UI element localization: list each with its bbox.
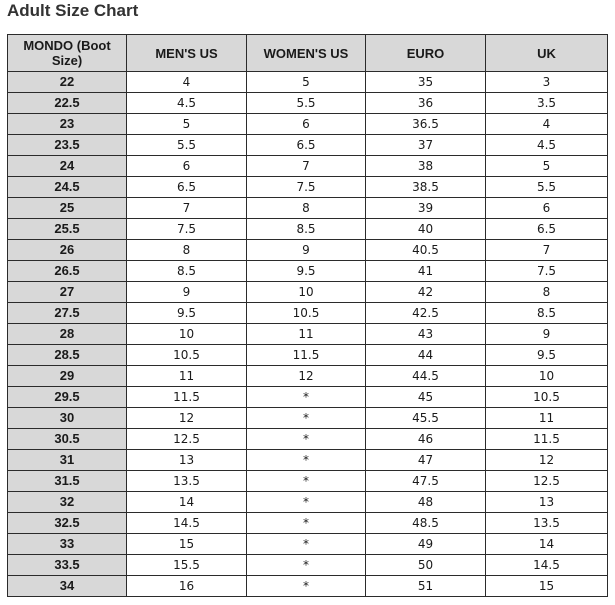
table-row <box>8 366 608 387</box>
cell-mens-us: 16 <box>127 576 247 597</box>
cell-mondo: 26.5 <box>8 261 127 282</box>
cell-mens-us: 6 <box>127 156 247 177</box>
cell-euro: 42 <box>366 282 486 303</box>
cell-womens-us: 10 <box>247 282 366 303</box>
cell-uk: 4 <box>486 114 608 135</box>
cell-uk: 7.5 <box>486 261 608 282</box>
cell-mondo: 29 <box>8 366 127 387</box>
cell-womens-us: * <box>247 408 366 429</box>
cell-mondo: 27 <box>8 282 127 303</box>
cell-mondo: 28.5 <box>8 345 127 366</box>
cell-euro: 44.5 <box>366 366 486 387</box>
cell-womens-us: * <box>247 555 366 576</box>
cell-uk: 5 <box>486 156 608 177</box>
cell-mondo: 24 <box>8 156 127 177</box>
cell-uk: 8.5 <box>486 303 608 324</box>
cell-euro: 48.5 <box>366 513 486 534</box>
page-title: Adult Size Chart <box>7 1 139 20</box>
cell-mens-us: 8.5 <box>127 261 247 282</box>
cell-uk: 3.5 <box>486 93 608 114</box>
cell-uk: 15 <box>486 576 608 597</box>
cell-mondo: 33.5 <box>8 555 127 576</box>
table-body <box>8 72 608 597</box>
cell-womens-us: 5 <box>247 72 366 93</box>
cell-womens-us: 8 <box>247 198 366 219</box>
cell-euro: 37 <box>366 135 486 156</box>
table-row <box>8 324 608 345</box>
cell-mondo: 26 <box>8 240 127 261</box>
table-row <box>8 261 608 282</box>
cell-mondo: 30.5 <box>8 429 127 450</box>
cell-uk: 6.5 <box>486 219 608 240</box>
cell-mondo: 24.5 <box>8 177 127 198</box>
cell-womens-us: * <box>247 513 366 534</box>
cell-euro: 40.5 <box>366 240 486 261</box>
cell-mondo: 23.5 <box>8 135 127 156</box>
cell-mens-us: 8 <box>127 240 247 261</box>
cell-euro: 47.5 <box>366 471 486 492</box>
cell-mens-us: 5.5 <box>127 135 247 156</box>
cell-uk: 3 <box>486 72 608 93</box>
table-row <box>8 471 608 492</box>
header-mens-us: MEN'S US <box>127 35 247 72</box>
cell-mens-us: 7.5 <box>127 219 247 240</box>
cell-euro: 51 <box>366 576 486 597</box>
cell-euro: 50 <box>366 555 486 576</box>
table-row <box>8 219 608 240</box>
cell-euro: 39 <box>366 198 486 219</box>
cell-euro: 38.5 <box>366 177 486 198</box>
cell-uk: 9.5 <box>486 345 608 366</box>
table-row <box>8 135 608 156</box>
cell-uk: 4.5 <box>486 135 608 156</box>
cell-euro: 44 <box>366 345 486 366</box>
cell-uk: 10.5 <box>486 387 608 408</box>
table-row <box>8 93 608 114</box>
cell-mens-us: 4 <box>127 72 247 93</box>
table-row <box>8 492 608 513</box>
cell-euro: 45.5 <box>366 408 486 429</box>
cell-euro: 36 <box>366 93 486 114</box>
cell-uk: 11.5 <box>486 429 608 450</box>
cell-mens-us: 12.5 <box>127 429 247 450</box>
cell-euro: 45 <box>366 387 486 408</box>
cell-euro: 41 <box>366 261 486 282</box>
cell-uk: 5.5 <box>486 177 608 198</box>
cell-womens-us: 8.5 <box>247 219 366 240</box>
cell-mens-us: 9.5 <box>127 303 247 324</box>
cell-mens-us: 13 <box>127 450 247 471</box>
cell-euro: 47 <box>366 450 486 471</box>
cell-uk: 7 <box>486 240 608 261</box>
cell-womens-us: 6 <box>247 114 366 135</box>
cell-mens-us: 4.5 <box>127 93 247 114</box>
cell-womens-us: 9 <box>247 240 366 261</box>
cell-euro: 36.5 <box>366 114 486 135</box>
cell-womens-us: 6.5 <box>247 135 366 156</box>
cell-mens-us: 14.5 <box>127 513 247 534</box>
cell-womens-us: 11.5 <box>247 345 366 366</box>
cell-mondo: 33 <box>8 534 127 555</box>
cell-euro: 46 <box>366 429 486 450</box>
cell-mondo: 22 <box>8 72 127 93</box>
cell-mondo: 22.5 <box>8 93 127 114</box>
cell-womens-us: * <box>247 471 366 492</box>
cell-mens-us: 12 <box>127 408 247 429</box>
cell-mens-us: 10.5 <box>127 345 247 366</box>
header-womens-us: WOMEN'S US <box>247 35 366 72</box>
cell-mens-us: 6.5 <box>127 177 247 198</box>
cell-uk: 13 <box>486 492 608 513</box>
table-row <box>8 534 608 555</box>
table-row <box>8 387 608 408</box>
cell-uk: 14 <box>486 534 608 555</box>
cell-mondo: 30 <box>8 408 127 429</box>
table-row <box>8 156 608 177</box>
cell-mondo: 31.5 <box>8 471 127 492</box>
cell-womens-us: 12 <box>247 366 366 387</box>
header-mondo: MONDO (Boot Size) <box>8 35 127 72</box>
cell-womens-us: 5.5 <box>247 93 366 114</box>
cell-womens-us: 9.5 <box>247 261 366 282</box>
table-row <box>8 177 608 198</box>
cell-womens-us: 11 <box>247 324 366 345</box>
cell-mondo: 31 <box>8 450 127 471</box>
cell-womens-us: * <box>247 492 366 513</box>
size-chart-table <box>7 34 608 597</box>
table-row <box>8 345 608 366</box>
cell-mondo: 32.5 <box>8 513 127 534</box>
cell-mens-us: 11 <box>127 366 247 387</box>
cell-mondo: 25.5 <box>8 219 127 240</box>
cell-euro: 43 <box>366 324 486 345</box>
cell-mens-us: 5 <box>127 114 247 135</box>
cell-uk: 12.5 <box>486 471 608 492</box>
header-uk: UK <box>486 35 608 72</box>
cell-mondo: 25 <box>8 198 127 219</box>
cell-mens-us: 13.5 <box>127 471 247 492</box>
cell-euro: 49 <box>366 534 486 555</box>
cell-mens-us: 15.5 <box>127 555 247 576</box>
cell-uk: 9 <box>486 324 608 345</box>
table-row <box>8 72 608 93</box>
cell-uk: 10 <box>486 366 608 387</box>
table-row <box>8 282 608 303</box>
cell-mondo: 34 <box>8 576 127 597</box>
cell-mens-us: 11.5 <box>127 387 247 408</box>
cell-mens-us: 10 <box>127 324 247 345</box>
table-row <box>8 429 608 450</box>
table-row <box>8 513 608 534</box>
cell-uk: 11 <box>486 408 608 429</box>
cell-mondo: 23 <box>8 114 127 135</box>
cell-uk: 14.5 <box>486 555 608 576</box>
table-row <box>8 408 608 429</box>
cell-uk: 6 <box>486 198 608 219</box>
table-row <box>8 450 608 471</box>
table-row <box>8 114 608 135</box>
cell-womens-us: 10.5 <box>247 303 366 324</box>
cell-euro: 38 <box>366 156 486 177</box>
cell-womens-us: * <box>247 387 366 408</box>
cell-euro: 35 <box>366 72 486 93</box>
cell-mondo: 28 <box>8 324 127 345</box>
header-euro: EURO <box>366 35 486 72</box>
cell-euro: 42.5 <box>366 303 486 324</box>
cell-womens-us: * <box>247 576 366 597</box>
cell-mens-us: 7 <box>127 198 247 219</box>
table-row <box>8 198 608 219</box>
cell-uk: 13.5 <box>486 513 608 534</box>
cell-mens-us: 14 <box>127 492 247 513</box>
cell-mens-us: 9 <box>127 282 247 303</box>
cell-womens-us: 7 <box>247 156 366 177</box>
table-row <box>8 240 608 261</box>
cell-womens-us: * <box>247 429 366 450</box>
cell-womens-us: 7.5 <box>247 177 366 198</box>
cell-euro: 48 <box>366 492 486 513</box>
cell-womens-us: * <box>247 534 366 555</box>
cell-mens-us: 15 <box>127 534 247 555</box>
table-row <box>8 576 608 597</box>
table-row <box>8 555 608 576</box>
cell-womens-us: * <box>247 450 366 471</box>
table-header-row <box>8 35 608 72</box>
cell-mondo: 27.5 <box>8 303 127 324</box>
cell-uk: 12 <box>486 450 608 471</box>
cell-mondo: 32 <box>8 492 127 513</box>
cell-mondo: 29.5 <box>8 387 127 408</box>
cell-uk: 8 <box>486 282 608 303</box>
table-row <box>8 303 608 324</box>
cell-euro: 40 <box>366 219 486 240</box>
